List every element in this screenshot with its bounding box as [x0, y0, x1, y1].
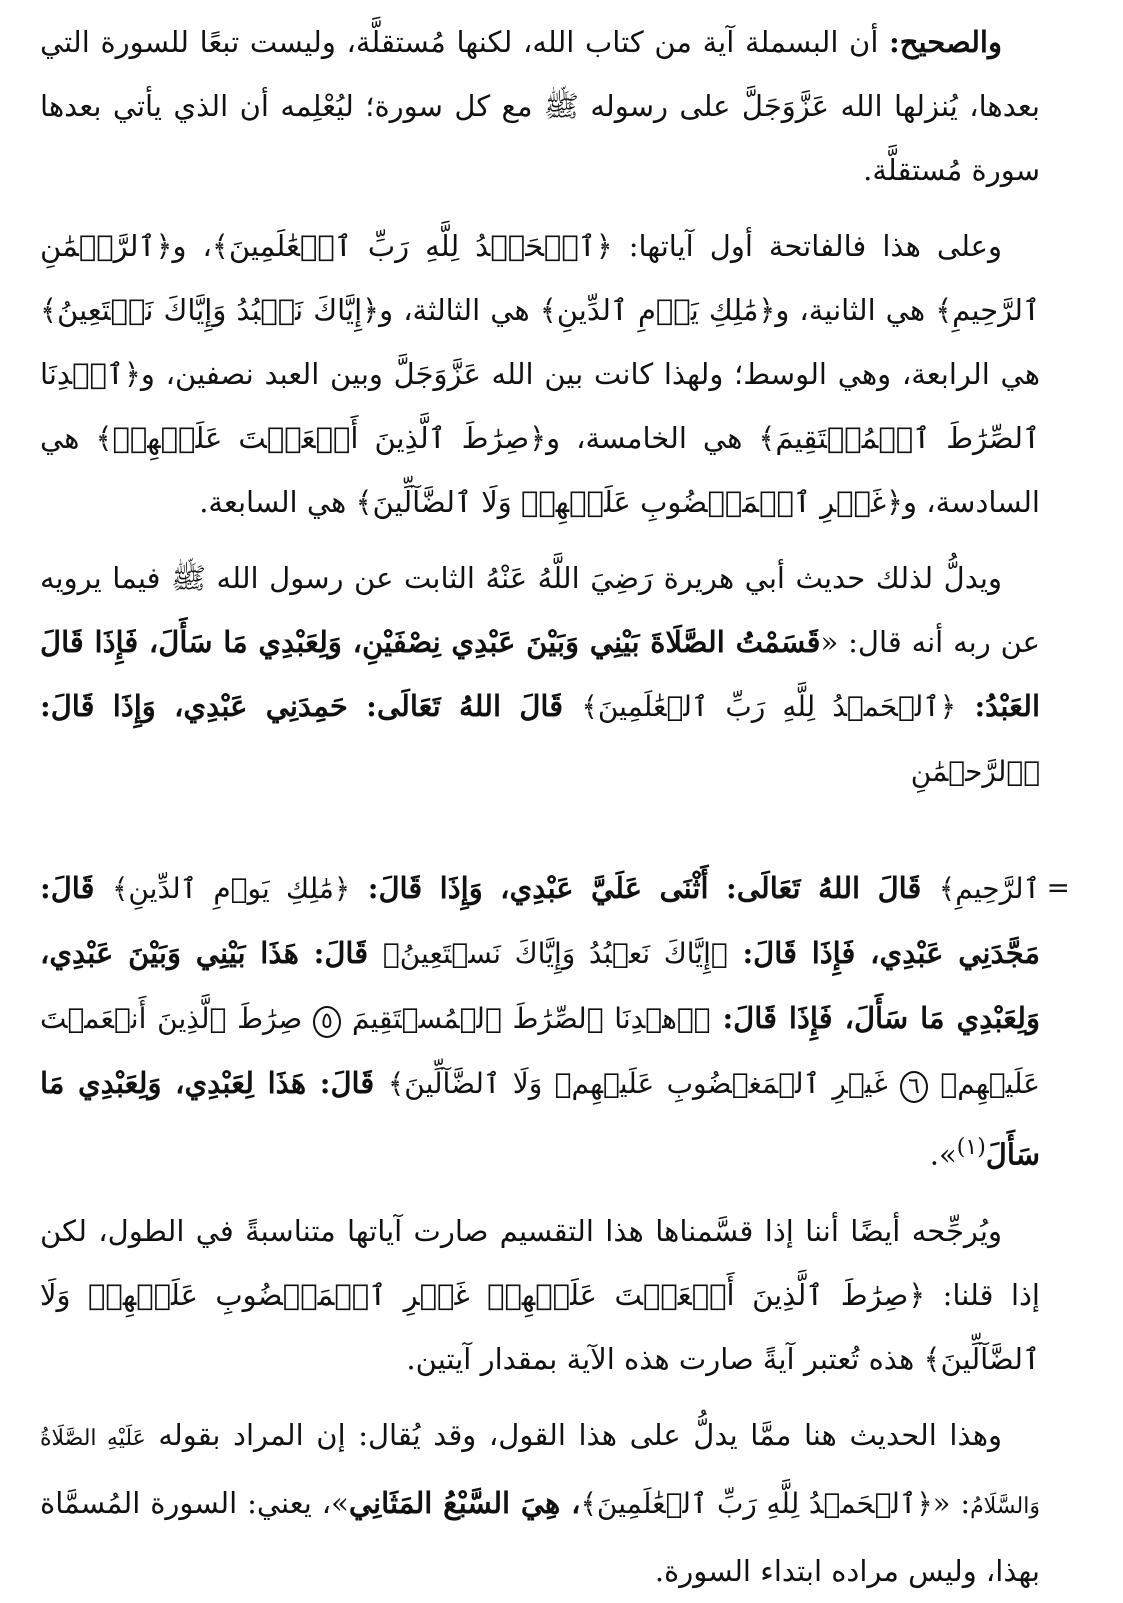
paragraph-hadith-intro — [40, 546, 1040, 804]
hadith-text: قَالَ: هَذَا بَيْنِي وَبَيْنَ عَبْدِي، وَلِعَبْدِي مَا سَأَلَ، فَإِذَا قَالَ: — [40, 936, 1040, 1035]
ayah-text: ﴿إِيَّاكَ نَعۡبُدُ وَإِيَّاكَ نَسۡتَعِينُ﴾ — [382, 937, 728, 970]
hadith-text: قَالَ: هَذَا لِعَبْدِي، وَلِعَبْدِي مَا سَأَلَ — [40, 1066, 1040, 1172]
closing-quote: ». — [929, 1137, 957, 1172]
ayah-text: ٱلرَّحِيمِ﴾ — [938, 872, 1040, 905]
ayah-text: ﴿ٱلرَّحۡمَٰنِ — [910, 755, 1040, 788]
paragraph-text: وهذا الحديث هنا ممَّا يدلُّ على هذا القول، وقد يُقال: إن المراد بقوله — [145, 1417, 1002, 1452]
paragraph-fatiha-verses — [40, 214, 1040, 534]
paragraph-text: وعلى هذا فالفاتحة أول آياتها: ﴿ٱلۡحَمۡدُ لِلَّهِ رَبِّ ٱلۡعَٰلَمِينَ﴾، و﴿ٱلرَّحۡمَٰنِ ٱلرَّحِيمِ﴾ هي الثانية، و﴿مَٰلِكِ يَوۡمِ ٱلدِّينِ﴾ هي الثالثة، و﴿إِيَّاكَ نَعۡبُدُ وَإِيَّاكَ نَسۡتَعِينُ﴾ هي الرابعة، وهي الوسط؛ ولهذا كانت بين الله عَزَّوَجَلَّ وبين العبد نصفين، و﴿ٱهۡدِنَا ٱلصِّرَٰطَ ٱلۡمُسۡتَقِيمَ﴾ هي الخامسة، و﴿صِرَٰطَ ٱلَّذِينَ أَنۡعَمۡتَ عَلَيۡهِمۡ﴾ هي السادسة، و﴿غَيۡرِ ٱلۡمَغۡضُوبِ عَلَيۡهِمۡ وَلَا ٱلضَّآلِّينَ﴾ هي السابعة. — [40, 229, 1040, 519]
hadith-text: قَالَ اللهُ تَعَالَى: أَثْنَى عَلَيَّ عَبْدِي، وَإِذَا قَالَ: — [350, 871, 939, 905]
ayah-text: ﴿مَٰلِكِ يَوۡمِ ٱلدِّينِ﴾ — [111, 872, 351, 905]
ayah-text: ﴿ٱلۡحَمۡدُ لِلَّهِ رَبِّ ٱلۡعَٰلَمِينَ﴾ — [581, 690, 957, 723]
paragraph-correct-view — [40, 10, 1040, 202]
continuation-mark: = — [1046, 871, 1070, 904]
paragraph-text: أن البسملة آية من كتاب الله، لكنها مُستقلَّة، وليست تبعًا للسورة التي بعدها، يُنزلها الله عَزَّوَجَلَّ على رسوله ﷺ مع كل سورة؛ ليُعْلِمه أن الذي يأتي بعدها سورة مُستقلَّة. — [40, 25, 1040, 187]
paragraph-seven-mathani — [40, 1403, 1040, 1603]
ayah-number-6: ٦ — [900, 1071, 928, 1103]
ayah-text: صِرَٰطَ ٱلَّذِينَ أَنۡعَمۡتَ عَلَيۡهِمۡ — [40, 1002, 1040, 1100]
ayah-text: ﴿ٱهۡدِنَا ٱلصِّرَٰطَ ٱلۡمُسۡتَقِيمَ — [351, 1002, 711, 1035]
paragraph-hadith-continued — [40, 856, 1070, 1187]
paragraph-text: »، يعني: السورة المُسمَّاة بهذا، وليس مراده ابتداء السورة. — [40, 1485, 1040, 1588]
lead-word: والصحيح: — [889, 25, 1002, 59]
hadith-text: قَسَمْتُ الصَّلَاةَ بَيْنِي وَبَيْنَ عَبْدِي نِصْفَيْنِ، وَلِعَبْدِي مَا سَأَلَ، فَإِذَا قَالَ العَبْدُ: — [40, 625, 1041, 723]
page-break-spacer — [40, 816, 1040, 856]
paragraph-text: : « — [932, 1485, 971, 1520]
hadith-text: ، هِيَ السَّبْعُ المَثَانِي — [348, 1485, 581, 1520]
document-page — [40, 10, 1070, 1590]
ayah-number-5: ٥ — [313, 1006, 341, 1038]
salah-phrase: عَلَيْهِ الصَّلَاةُ وَالسَّلَامُ — [40, 1425, 1040, 1519]
ayah-text: غَيۡرِ ٱلۡمَغۡضُوبِ عَلَيۡهِمۡ وَلَا ٱلضَّآلِّينَ﴾ — [387, 1067, 901, 1100]
hadith-text: قَالَ: مَجَّدَنِي عَبْدِي، فَإِذَا قَالَ: — [40, 871, 1040, 970]
paragraph-text: ويدلُّ لذلك حديث أبي هريرة رَضِيَ اللَّهُ عَنْهُ الثابت عن رسول الله ﷺ فيما يرويه عن ربه أنه قال: « — [40, 561, 1040, 659]
hadith-text: قَالَ اللهُ تَعَالَى: حَمِدَنِي عَبْدِي، وَإِذَا قَالَ: — [40, 689, 582, 723]
ayah-text: ﴿ٱلۡحَمۡدُ لِلَّهِ رَبِّ ٱلۡعَٰلَمِينَ﴾ — [580, 1486, 933, 1520]
paragraph-length-argument — [40, 1199, 1040, 1391]
paragraph-text: ويُرجِّحه أيضًا أننا إذا قسَّمناها هذا التقسيم صارت آياتها متناسبةً في الطول، لكن إذا قلنا: ﴿صِرَٰطَ ٱلَّذِينَ أَنۡعَمۡتَ عَلَيۡهِمۡ غَيۡرِ ٱلۡمَغۡضُوبِ عَلَيۡهِمۡ وَلَا ٱلضَّآلِّينَ﴾ هذه تُعتبر آيةً صارت هذه الآية بمقدار آيتين. — [40, 1213, 1040, 1376]
footnote-marker: (١) — [956, 1135, 986, 1160]
